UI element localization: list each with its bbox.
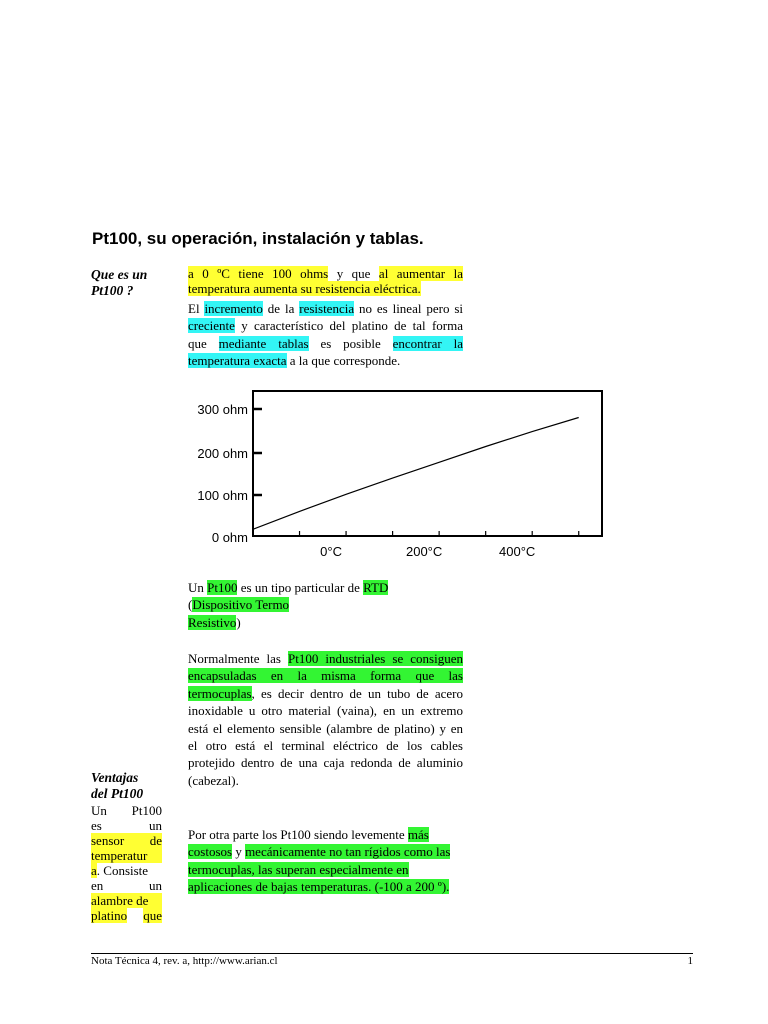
highlight-span: encontrar la temperatura exacta: [188, 335, 463, 369]
y-tick-label: 100 ohm: [197, 488, 248, 503]
highlight-span: que: [143, 908, 162, 923]
highlight-span: Pt100 industriales se consiguen encapsuladas en la misma forma que las termocuplas: [188, 651, 463, 701]
text-span: es: [91, 818, 102, 833]
text-span: Por otra parte los Pt100 siendo levemente: [188, 827, 408, 842]
highlight-span: creciente: [188, 318, 235, 334]
highlight-span: mecánicamente no tan rígidos como las termocuplas, las superan especialmente en aplicaciones de bajas temperaturas. (-100 a 200 º).: [188, 844, 451, 895]
text-span: ): [236, 614, 241, 630]
text-span: (: [188, 597, 193, 613]
text-span: Normalmente las: [188, 651, 289, 666]
left-line: [91, 908, 162, 923]
text-span: sensor: [91, 833, 125, 848]
highlight-span: resistencia: [299, 301, 355, 316]
text-span: es posible: [308, 335, 393, 351]
text-span: en: [91, 878, 104, 893]
text-span: no es lineal pero si: [354, 301, 463, 316]
x-tick-label: 400°C: [499, 544, 536, 559]
text-span: a la que corresponde.: [286, 353, 401, 369]
text-span: de la: [262, 301, 300, 316]
highlight-span: Resistivo: [188, 614, 237, 630]
text-span: es un tipo particular de: [237, 580, 364, 595]
highlight-span: mediante tablas: [218, 335, 309, 351]
text-span: Un: [188, 580, 208, 595]
paragraph-industriales: [188, 650, 463, 789]
x-tick-label: 0°C: [320, 544, 342, 559]
left-line: [91, 833, 162, 848]
text-span: y que: [328, 266, 379, 281]
y-tick-label: 200 ohm: [197, 446, 248, 461]
section-heading-line: Que es un: [91, 267, 148, 282]
text-span: de: [149, 833, 162, 848]
highlight-span: temperatur: [91, 848, 162, 863]
highlight-span: RTD: [363, 580, 389, 595]
text-span: El: [188, 301, 205, 316]
highlight-span: a 0 ºC tiene 100 ohms: [188, 266, 329, 281]
section-heading-line: del Pt100: [91, 786, 144, 801]
highlight-span: Dispositivo Termo: [192, 597, 290, 613]
highlight-span: platino: [91, 908, 128, 923]
resistance-curve: [253, 418, 579, 530]
text-span: y característico del platino de tal forma que: [188, 318, 463, 351]
text-span: Un: [91, 803, 107, 818]
text-span: un: [149, 878, 162, 893]
page-footer: [91, 953, 693, 967]
left-line: [91, 863, 162, 878]
paragraph-intro: [188, 266, 463, 296]
page-number: 1: [687, 955, 693, 967]
left-line: [91, 878, 162, 893]
paragraph-rtd: [188, 579, 463, 631]
text-span: , es decir dentro de un tubo de acero inoxidable u otro material (vaina), en un extremo está el elemento sensible (alambre de platino) y en el otro está el terminal eléctrico de los cables protejido dentro de una caja redonda de aluminio (cabezal).: [188, 685, 463, 788]
highlight-span: incremento: [204, 301, 263, 316]
chart-frame: [253, 391, 602, 536]
highlight-span: alambre de: [91, 893, 162, 908]
y-tick-label: 0 ohm: [211, 530, 248, 545]
paragraph-ventajas: [188, 826, 463, 896]
page-title: Pt100, su operación, instalación y tablas.: [92, 229, 424, 248]
left-line: [91, 893, 162, 908]
x-tick-label: 200°C: [405, 544, 443, 559]
footer-text: Nota Técnica 4, rev. a, http://www.arian.cl: [91, 955, 278, 967]
section-heading-line: Pt100 ?: [91, 283, 134, 298]
section-heading-line: Ventajas: [91, 770, 139, 785]
left-line: [91, 803, 162, 818]
section-heading-ventajas: [91, 770, 143, 802]
left-line: [91, 848, 162, 863]
text-span: y: [232, 844, 246, 860]
text-span: un: [149, 818, 162, 833]
text-span: . Consiste: [96, 863, 149, 878]
highlight-span: más costosos: [188, 827, 429, 860]
section-heading-que-es: [91, 267, 147, 299]
highlight-span: Pt100: [207, 580, 238, 595]
left-line: [91, 818, 162, 833]
y-tick-label: 300 ohm: [197, 402, 248, 417]
highlight-span: al aumentar la temperatura aumenta su resistencia eléctrica.: [188, 266, 463, 296]
left-column-text: [91, 803, 162, 923]
paragraph-incremento: [188, 300, 463, 370]
highlight-span: a: [91, 863, 97, 878]
text-span: Pt100: [131, 803, 162, 818]
resistance-chart: [180, 385, 610, 570]
